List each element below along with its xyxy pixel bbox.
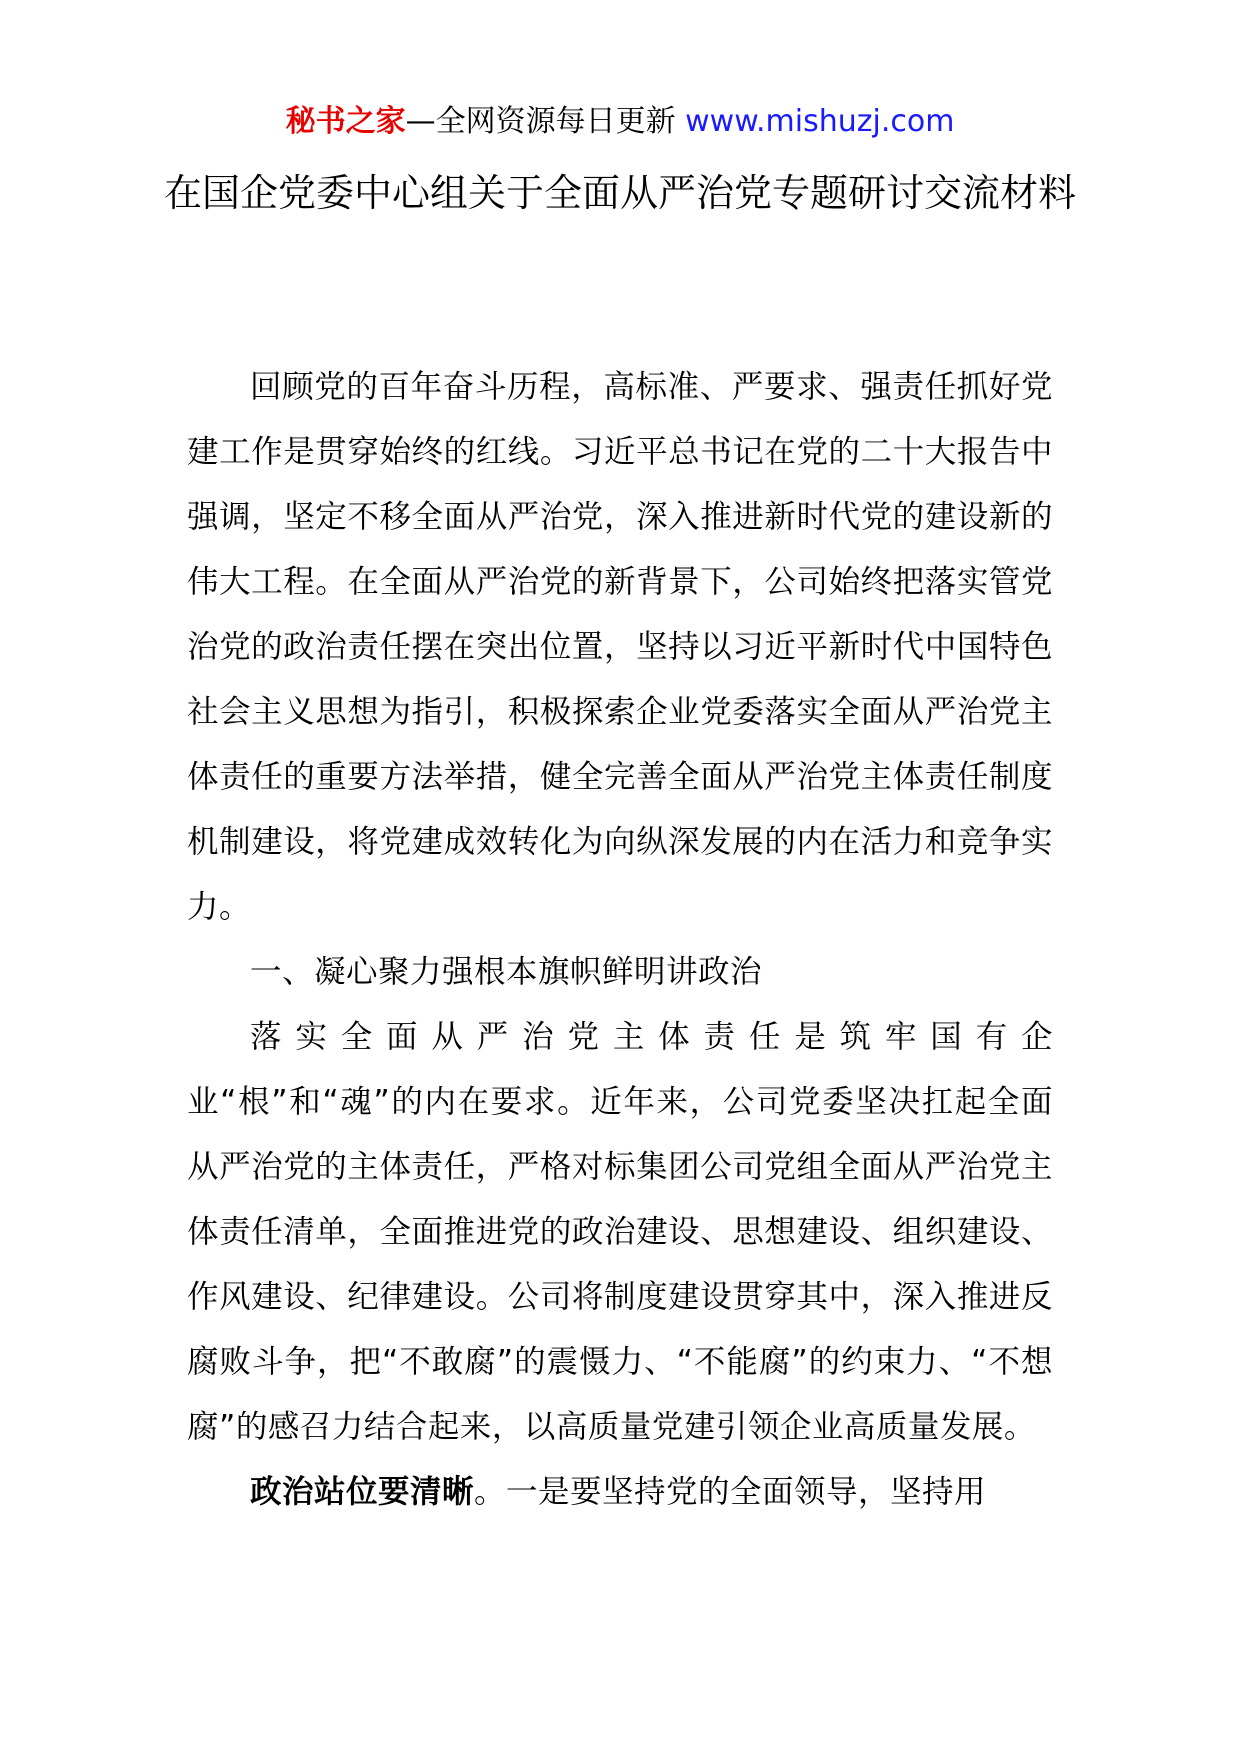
- header-tagline: —全网资源每日更新: [405, 104, 686, 139]
- document-body: [187, 355, 1053, 1525]
- site-url-link[interactable]: www.mishuzj.com: [685, 104, 955, 139]
- site-header: [0, 100, 1240, 144]
- paragraph: 落实全面从严治党主体责任是筑牢国有企业“根”和“魂”的内在要求。近年来，公司党委坚决扛起全面从严治党的主体责任，严格对标集团公司党组全面从严治党主体责任清单，全面推进党的政治建设、思想建设、组织建设、作风建设、纪律建设。公司将制度建设贯穿其中，深入推进反腐败斗争，把“不敢腐”的震慑力、“不能腐”的约束力、“不想腐”的感召力结合起来，以高质量党建引领企业高质量发展。: [187, 1019, 1053, 1445]
- paragraph-text: 。一是要坚持党的全面领导，坚持用: [474, 1474, 987, 1510]
- section-heading: 一、凝心聚力强根本旗帜鲜明讲政治: [250, 954, 763, 990]
- paragraph-bold-lead: 政治站位要清晰: [250, 1474, 475, 1510]
- paragraph: 回顾党的百年奋斗历程，高标准、严要求、强责任抓好党建工作是贯穿始终的红线。习近平总书记在党的二十大报告中强调，坚定不移全面从严治党，深入推进新时代党的建设新的伟大工程。在全面从严治党的新背景下，公司始终把落实管党治党的政治责任摆在突出位置，坚持以习近平新时代中国特色社会主义思想为指引，积极探索企业党委落实全面从严治党主体责任的重要方法举措，健全完善全面从严治党主体责任制度机制建设，将党建成效转化为向纵深发展的内在活力和竞争实力。: [187, 369, 1053, 925]
- paragraph: [187, 1460, 1053, 1525]
- document-title: 在国企党委中心组关于全面从严治党专题研讨交流材料: [163, 171, 1076, 215]
- brand-name: 秘书之家: [285, 104, 406, 139]
